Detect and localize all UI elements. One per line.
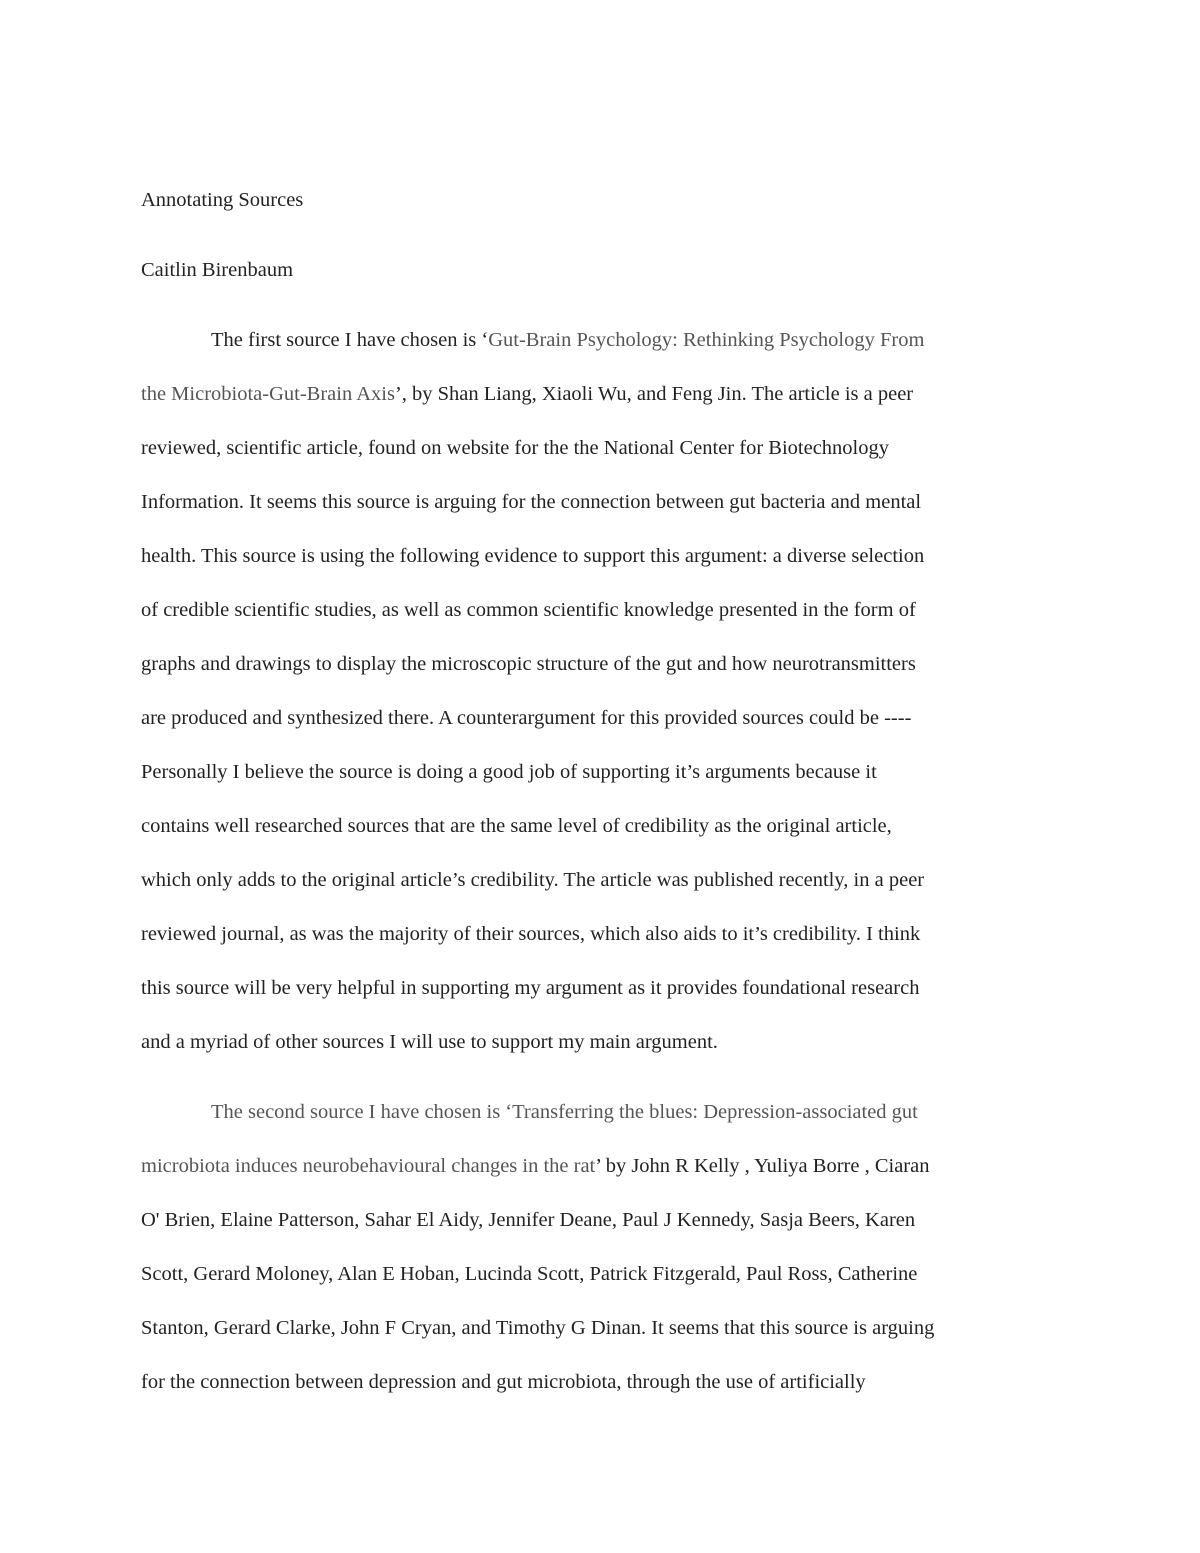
quoted-article-title: Gut-Brain Psychology: Rethinking Psychology From bbox=[488, 329, 925, 351]
paragraph-text: The first source I have chosen is ‘ bbox=[211, 329, 489, 351]
paragraph-line: The second source I have chosen is ‘Transferring the blues: Depression-associated gut bbox=[211, 1101, 918, 1123]
paragraph-line: Stanton, Gerard Clarke, John F Cryan, and Timothy G Dinan. It seems that this source is arguing bbox=[141, 1317, 935, 1339]
paragraph-line: and a myriad of other sources I will use to support my main argument. bbox=[141, 1031, 718, 1053]
quoted-article-title: the Microbiota-Gut-Brain Axis bbox=[141, 383, 395, 405]
paragraph-line: reviewed, scientific article, found on website for the the National Center for Biotechnology bbox=[141, 437, 889, 459]
paragraph-line: O' Brien, Elaine Patterson, Sahar El Aidy, Jennifer Deane, Paul J Kennedy, Sasja Beers, Karen bbox=[141, 1209, 916, 1231]
document-title: Annotating Sources bbox=[141, 189, 304, 211]
paragraph-text: ’, by Shan Liang, Xiaoli Wu, and Feng Jin. The article is a peer bbox=[394, 383, 914, 405]
paragraph-text: ’ by John R Kelly , Yuliya Borre , Ciaran bbox=[595, 1155, 930, 1177]
quoted-article-title: microbiota induces neurobehavioural changes in the rat bbox=[141, 1155, 596, 1177]
paragraph-line bbox=[141, 382, 913, 406]
paragraph-line: of credible scientific studies, as well as common scientific knowledge presented in the form of bbox=[141, 599, 916, 621]
paragraph-line: Personally I believe the source is doing a good job of supporting it’s arguments because it bbox=[141, 761, 877, 783]
paragraph-line: Scott, Gerard Moloney, Alan E Hoban, Lucinda Scott, Patrick Fitzgerald, Paul Ross, Catherine bbox=[141, 1263, 918, 1285]
paragraph-line bbox=[141, 1154, 929, 1178]
paragraph-line: Information. It seems this source is arguing for the connection between gut bacteria and mental bbox=[141, 491, 922, 513]
paragraph-line: are produced and synthesized there. A counterargument for this provided sources could be ---- bbox=[141, 707, 912, 729]
author-name: Caitlin Birenbaum bbox=[141, 259, 294, 281]
paragraph-line: health. This source is using the following evidence to support this argument: a diverse selection bbox=[141, 545, 925, 567]
paragraph-line: which only adds to the original article’s credibility. The article was published recently, in a peer bbox=[141, 869, 925, 891]
paragraph-line: reviewed journal, as was the majority of their sources, which also aids to it’s credibility. I think bbox=[141, 923, 921, 945]
paragraph-line: this source will be very helpful in supporting my argument as it provides foundational research bbox=[141, 977, 920, 999]
paragraph-line: graphs and drawings to display the microscopic structure of the gut and how neurotransmitters bbox=[141, 653, 916, 675]
paragraph-line: contains well researched sources that are the same level of credibility as the original article, bbox=[141, 815, 892, 837]
paragraph-line: for the connection between depression and gut microbiota, through the use of artificially bbox=[141, 1371, 866, 1393]
paragraph-line bbox=[211, 328, 924, 352]
